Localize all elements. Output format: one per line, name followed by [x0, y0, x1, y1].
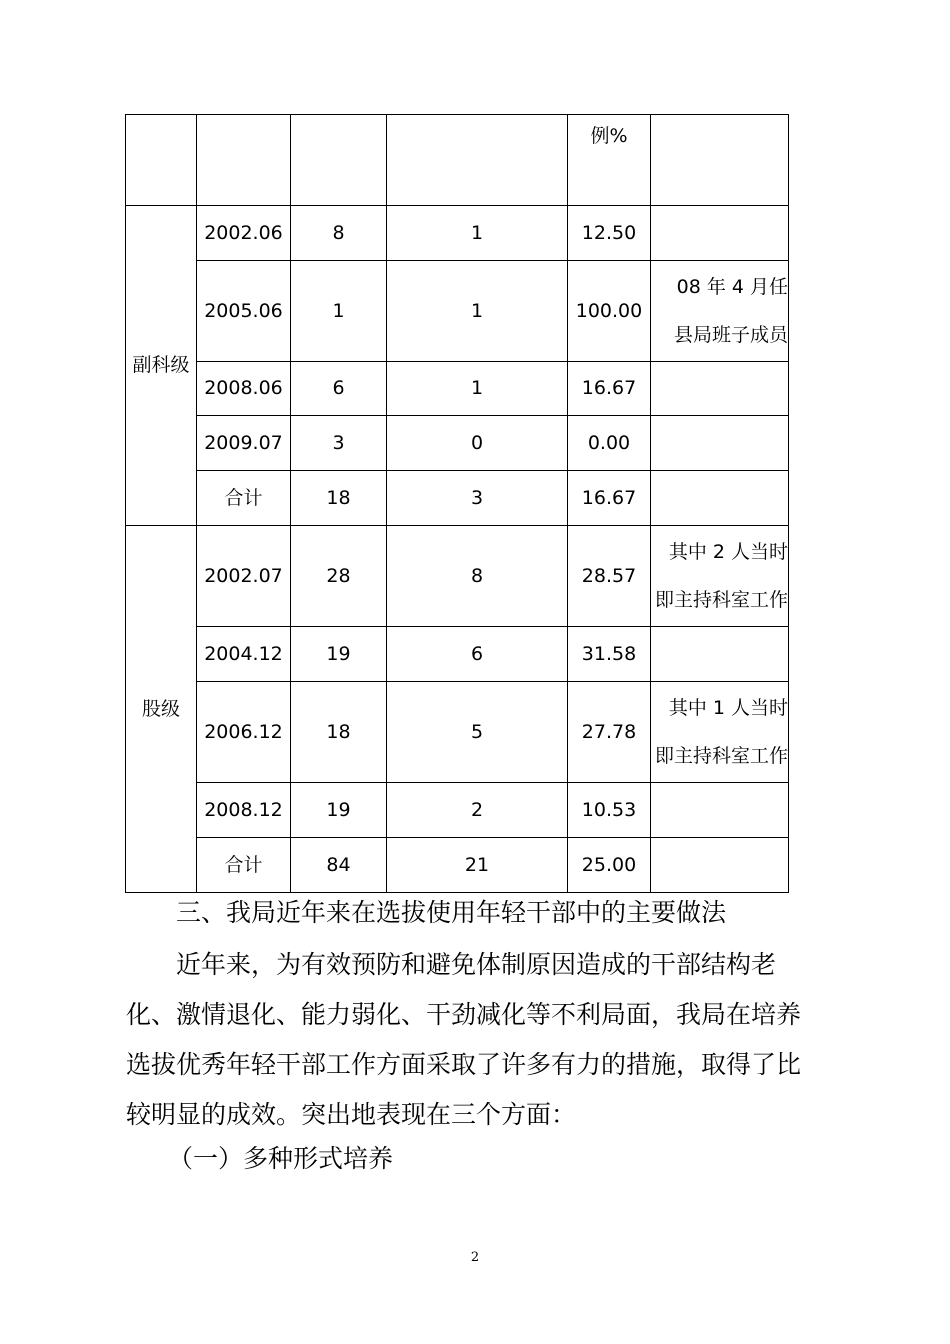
table-row: [126, 627, 789, 682]
note-cell: [651, 783, 789, 838]
header-cell: [126, 115, 197, 206]
table-row: [126, 362, 789, 416]
ratio-cell: 12.50: [568, 206, 651, 261]
ratio-cell: 31.58: [568, 627, 651, 682]
level-cell: 副科级: [126, 206, 197, 526]
date-cell: 2002.06: [197, 206, 291, 261]
ratio-cell: 0.00: [568, 416, 651, 471]
note-cell: [651, 627, 789, 682]
date-cell: 2008.12: [197, 783, 291, 838]
note-cell: [651, 261, 789, 362]
table-row: [126, 682, 789, 783]
count-cell: 19: [291, 627, 387, 682]
page-number: 2: [470, 1250, 480, 1265]
date-cell: 2005.06: [197, 261, 291, 362]
note-line: 即主持科室工作: [654, 589, 788, 611]
header-cell: [291, 115, 387, 206]
promoted-cell: 6: [387, 627, 568, 682]
promoted-cell: 1: [387, 362, 568, 416]
ratio-cell: 27.78: [568, 682, 651, 783]
header-cell: [197, 115, 291, 206]
promoted-cell: 1: [387, 206, 568, 261]
paragraph-line: 较明显的成效。突出地表现在三个方面：: [126, 1100, 577, 1129]
note-cell: [651, 838, 789, 893]
date-cell: 合计: [197, 838, 291, 893]
note-line: 县局班子成员: [673, 324, 788, 346]
note-cell: [651, 362, 789, 416]
table-row: [126, 783, 789, 838]
note-line: 其中 1 人当时: [668, 697, 788, 719]
table-body: [126, 115, 789, 893]
date-cell: 2009.07: [197, 416, 291, 471]
promoted-cell: 1: [387, 261, 568, 362]
table-row: [126, 416, 789, 471]
table-row: [126, 526, 789, 627]
ratio-cell: 16.67: [568, 362, 651, 416]
count-cell: 84: [291, 838, 387, 893]
table-row: [126, 471, 789, 526]
note-line: 即主持科室工作: [654, 745, 788, 767]
ratio-cell: 28.57: [568, 526, 651, 627]
count-cell: 18: [291, 471, 387, 526]
note-cell: [651, 682, 789, 783]
promoted-cell: 5: [387, 682, 568, 783]
ratio-cell: 10.53: [568, 783, 651, 838]
ratio-cell: 100.00: [568, 261, 651, 362]
promoted-cell: 21: [387, 838, 568, 893]
table-row: [126, 206, 789, 261]
note-cell: [651, 471, 789, 526]
subheading: （一）多种形式培养: [168, 1144, 394, 1173]
note-line: 其中 2 人当时: [668, 541, 788, 563]
count-cell: 28: [291, 526, 387, 627]
header-cell: [651, 115, 789, 206]
count-cell: 19: [291, 783, 387, 838]
paragraph-line: 化、激情退化、能力弱化、干劲减化等不利局面，我局在培养: [126, 1000, 802, 1029]
promoted-cell: 2: [387, 783, 568, 838]
table-row: [126, 838, 789, 893]
count-cell: 6: [291, 362, 387, 416]
ratio-cell: 16.67: [568, 471, 651, 526]
date-cell: 2002.07: [197, 526, 291, 627]
table-header-row: [126, 115, 789, 206]
note-cell: [651, 526, 789, 627]
date-cell: 合计: [197, 471, 291, 526]
note-cell: [651, 206, 789, 261]
promoted-cell: 0: [387, 416, 568, 471]
body-paragraph: [126, 940, 826, 1140]
promotion-statistics-table: [125, 114, 789, 893]
header-cell-ratio: 例%: [568, 115, 651, 206]
count-cell: 18: [291, 682, 387, 783]
date-cell: 2006.12: [197, 682, 291, 783]
date-cell: 2008.06: [197, 362, 291, 416]
date-cell: 2004.12: [197, 627, 291, 682]
section-heading: 三、我局近年来在选拔使用年轻干部中的主要做法: [176, 898, 727, 927]
level-cell: 股级: [126, 526, 197, 893]
note-line: 08 年 4 月任: [676, 276, 788, 298]
promoted-cell: 3: [387, 471, 568, 526]
table-row: [126, 261, 789, 362]
header-cell: [387, 115, 568, 206]
note-cell: [651, 416, 789, 471]
promoted-cell: 8: [387, 526, 568, 627]
paragraph-line: 近年来，为有效预防和避免体制原因造成的干部结构老: [126, 950, 777, 979]
ratio-cell: 25.00: [568, 838, 651, 893]
count-cell: 3: [291, 416, 387, 471]
count-cell: 1: [291, 261, 387, 362]
paragraph-line: 选拔优秀年轻干部工作方面采取了许多有力的措施，取得了比: [126, 1050, 802, 1079]
count-cell: 8: [291, 206, 387, 261]
